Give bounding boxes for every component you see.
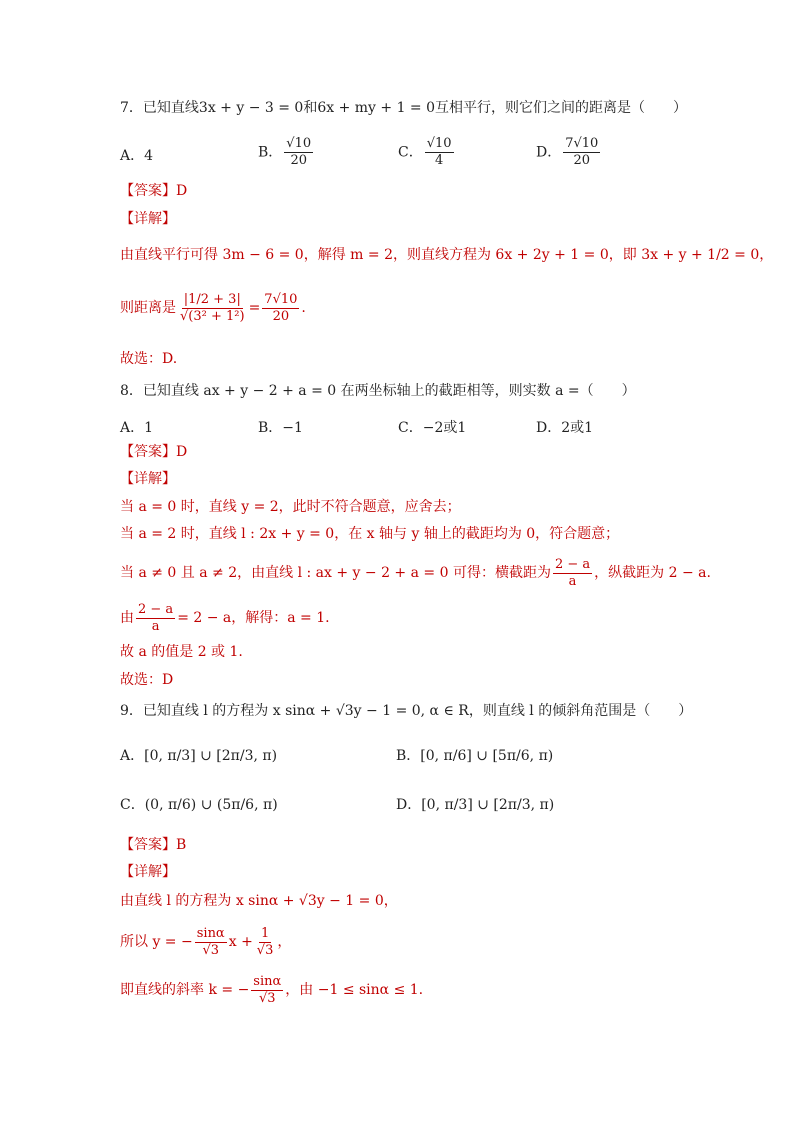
q9-option-a: A．[0, π/3] ∪ [2π/3, π) xyxy=(120,748,278,764)
fraction-denominator: 20 xyxy=(573,153,591,168)
fraction-denominator: 4 xyxy=(434,153,444,168)
equals-sign: = xyxy=(248,300,261,316)
q9-solution-line-1: 由直线 l 的方程为 x sinα + √3y − 1 = 0， xyxy=(120,893,398,909)
fraction-denominator: √3 xyxy=(202,942,219,958)
q8-solution-line-1: 当 a = 0 时，直线 y = 2，此时不符合题意，应舍去； xyxy=(120,499,461,515)
q8-option-d: D．2或1 xyxy=(536,420,594,436)
q7-answer: 【答案】D xyxy=(120,183,188,199)
fraction-numerator: 2 − a xyxy=(554,556,591,572)
fraction-numerator: 1 xyxy=(260,925,270,941)
question-7-stem: 7．已知直线3x + y − 3 = 0和6x + my + 1 = 0互相平行，则它们之间的距离是（ ） xyxy=(120,100,688,116)
solution-text: ，由 −1 ≤ sinα ≤ 1. xyxy=(285,982,424,998)
solution-text: 当 a ≠ 0 且 a ≠ 2，由直线 l : ax + y − 2 + a = 0 可得：横截距为 xyxy=(120,565,551,581)
q9-solution-line-3 xyxy=(120,970,423,1010)
distance-fraction xyxy=(178,292,247,325)
q8-option-c: C．−2或1 xyxy=(398,420,467,436)
solution-text: 则距离是 xyxy=(120,300,176,316)
q7-choose: 故选：D. xyxy=(120,351,178,367)
q9-answer: 【答案】B xyxy=(120,837,187,853)
q8-solution-line-5: 故 a 的值是 2 或 1. xyxy=(120,644,243,660)
fraction-denominator: a xyxy=(568,573,577,589)
question-9-stem: 9．已知直线 l 的方程为 x sinα + √3y − 1 = 0, α ∈ R，则直线 l 的倾斜角范围是（ ） xyxy=(120,703,693,719)
solution-text: 由 xyxy=(120,610,134,626)
solution-text: ，纵截距为 2 − a. xyxy=(594,565,711,581)
fraction-denominator: 20 xyxy=(272,308,290,324)
q7-option-b-label: B． xyxy=(258,144,283,161)
q8-answer: 【答案】D xyxy=(120,444,188,460)
q7-detail-heading: 【详解】 xyxy=(120,211,176,227)
fraction-denominator: √(3² + 1²) xyxy=(180,308,245,324)
q8-option-a: A．1 xyxy=(120,420,154,436)
q7-option-c-fraction xyxy=(425,136,454,169)
slope-fraction xyxy=(251,974,283,1007)
slope-fraction xyxy=(195,926,227,959)
q8-solution-line-2: 当 a = 2 时，直线 l : 2x + y = 0，在 x 轴与 y 轴上的截距均为 0，符合题意； xyxy=(120,526,620,542)
result-fraction xyxy=(262,292,299,325)
q7-solution-line-2 xyxy=(120,288,306,328)
q9-detail-heading: 【详解】 xyxy=(120,864,176,880)
fraction-numerator: √10 xyxy=(426,136,452,151)
solution-text: 所以 y = − xyxy=(120,934,193,950)
fraction-numerator: sinα xyxy=(253,973,282,989)
fraction-denominator: 20 xyxy=(290,153,307,168)
fraction-numerator: √10 xyxy=(286,136,312,151)
q8-choose: 故选：D xyxy=(120,672,174,688)
period: . xyxy=(301,300,306,316)
fraction-denominator: √3 xyxy=(259,990,276,1006)
q8-solution-line-3 xyxy=(120,555,711,591)
intercept-fraction xyxy=(553,557,592,590)
equation-fraction xyxy=(136,602,175,635)
q9-option-c: C．(0, π/6) ∪ (5π/6, π) xyxy=(120,797,278,813)
q7-option-b xyxy=(258,136,315,169)
question-8-stem: 8．已知直线 ax + y − 2 + a = 0 在两坐标轴上的截距相等，则实数 a =（ ） xyxy=(120,383,636,399)
q7-solution-line-1: 由直线平行可得 3m − 6 = 0，解得 m = 2，则直线方程为 6x + 2y + 1 = 0，即 3x + y + 1/2 = 0， xyxy=(120,247,774,263)
solution-text: 即直线的斜率 k = − xyxy=(120,982,250,998)
q7-option-d xyxy=(536,136,602,169)
fraction-denominator: a xyxy=(151,618,160,634)
q7-option-d-label: D． xyxy=(536,144,562,161)
q8-option-b: B．−1 xyxy=(258,420,303,436)
fraction-numerator: sinα xyxy=(196,925,225,941)
fraction-numerator: |1/2 + 3| xyxy=(183,291,241,307)
fraction-numerator: 2 − a xyxy=(138,601,174,617)
solution-text: x + xyxy=(228,934,253,950)
solution-text: ， xyxy=(277,934,292,950)
q7-option-c xyxy=(398,136,456,169)
intercept-fraction xyxy=(255,926,276,959)
q9-option-d: D．[0, π/3] ∪ [2π/3, π) xyxy=(396,797,555,813)
fraction-numerator: 7√10 xyxy=(264,291,298,307)
q7-option-b-fraction xyxy=(284,136,313,169)
q7-option-a: A．4 xyxy=(120,148,154,164)
q8-detail-heading: 【详解】 xyxy=(120,471,176,487)
fraction-denominator: √3 xyxy=(256,942,274,958)
fraction-numerator: 7√10 xyxy=(565,136,599,151)
q7-option-c-label: C． xyxy=(398,144,423,161)
solution-text: = 2 − a，解得：a = 1. xyxy=(177,610,330,626)
q9-option-b: B．[0, π/6] ∪ [5π/6, π) xyxy=(396,748,554,764)
q9-solution-line-2 xyxy=(120,922,291,962)
q8-solution-line-4 xyxy=(120,600,330,636)
q7-option-d-fraction xyxy=(563,136,600,169)
